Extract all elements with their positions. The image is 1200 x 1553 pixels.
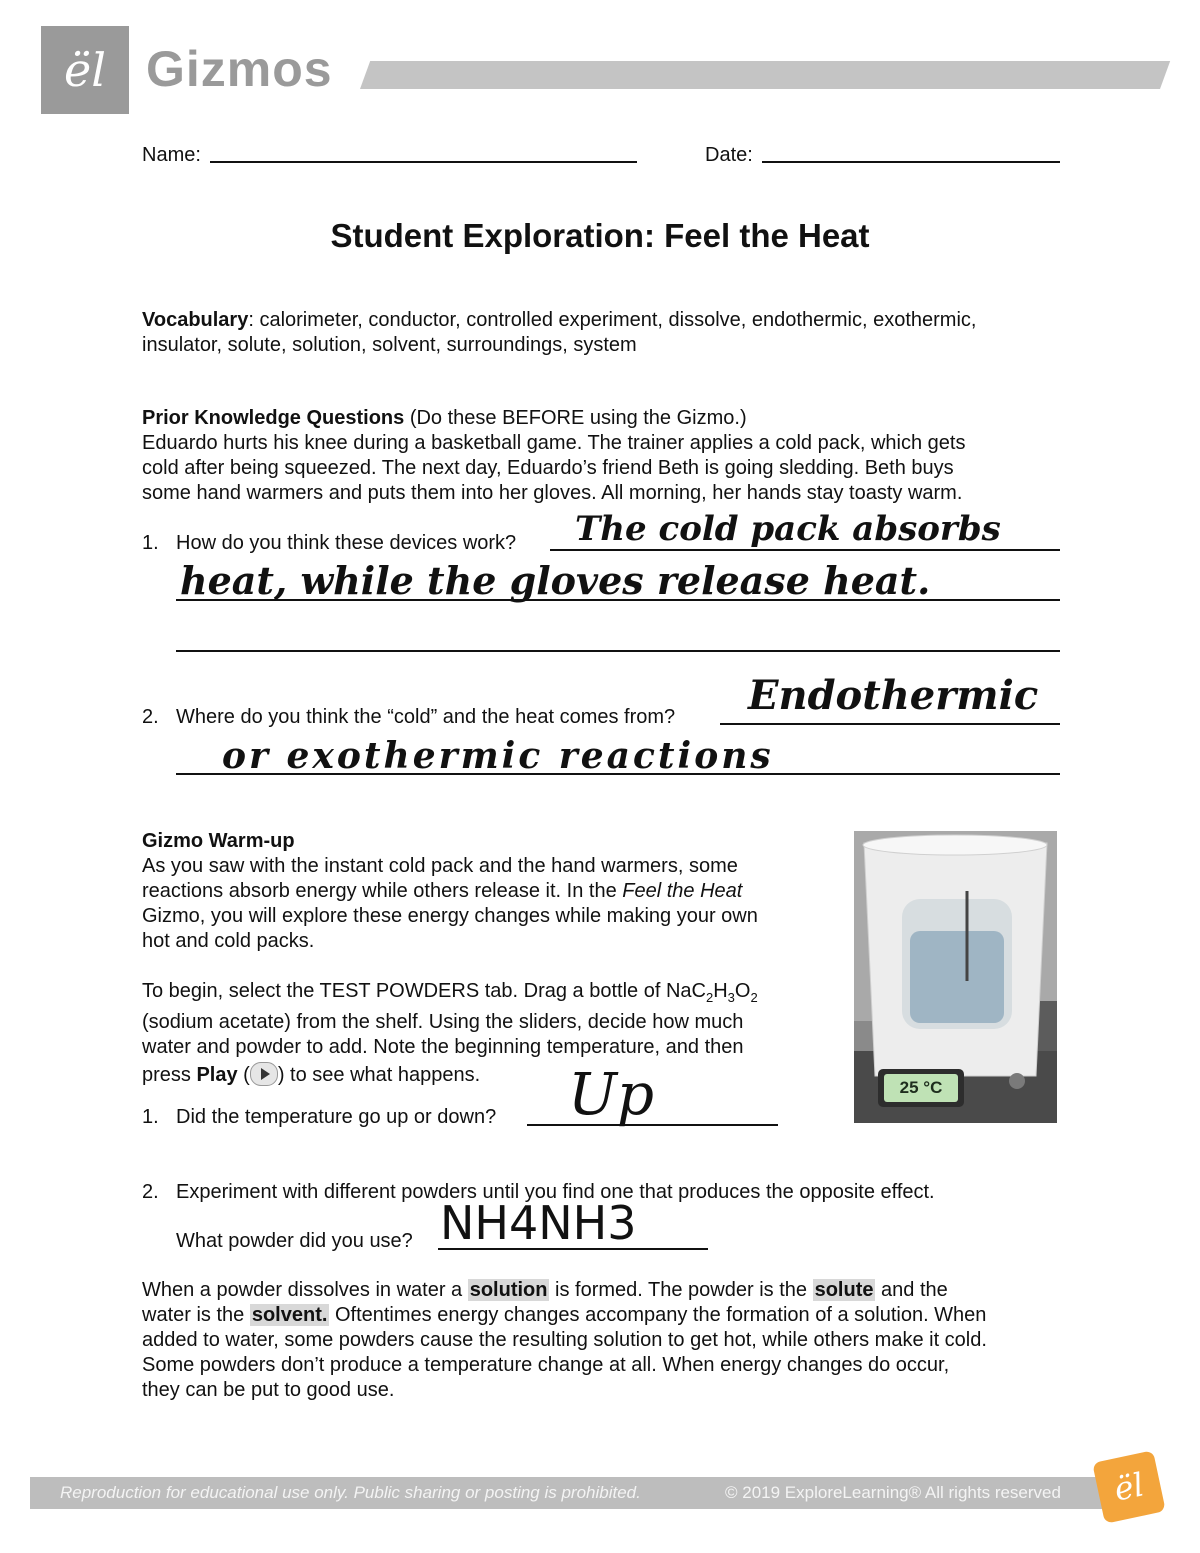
question-subtext: What powder did you use? [176, 1230, 413, 1252]
handwritten-answer: or exothermic reactions [222, 735, 774, 777]
explorelearning-footer-logo-icon: ël [1092, 1450, 1166, 1524]
closing-text: When a powder dissolves in water a [142, 1279, 468, 1301]
vocabulary-label: Vocabulary [142, 309, 249, 331]
warmup-line: reactions absorb energy while others release it. In the [142, 880, 623, 902]
handwritten-answer: Up [568, 1060, 655, 1128]
closing-text: and the [875, 1279, 948, 1301]
closing-line: Some powders don’t produce a temperature change at all. When energy changes do occur, [142, 1354, 950, 1376]
question-text: Experiment with different powders until you find one that produces the opposite effect. [176, 1181, 935, 1203]
term-solvent: solvent. [251, 1304, 328, 1326]
handwritten-answer: NH4NH3 [440, 1196, 637, 1250]
page-title: Student Exploration: Feel the Heat [330, 217, 870, 254]
term-solute: solute [814, 1279, 874, 1301]
question-number: 2. [142, 1181, 159, 1203]
question-text: How do you think these devices work? [176, 532, 517, 554]
handwritten-answer: The cold pack absorbs [575, 509, 1001, 549]
closing-paragraph [142, 1278, 1072, 1403]
prior-knowledge-line: Eduardo hurts his knee during a basketball game. The trainer applies a cold pack, which gets [142, 432, 966, 454]
warmup-line: hot and cold packs. [142, 930, 315, 952]
prior-knowledge-line: some hand warmers and puts them into her gloves. All morning, her hands stay toasty warm. [142, 482, 963, 504]
closing-text: water is the [142, 1304, 250, 1326]
handwritten-answer: Endothermic [748, 672, 1039, 719]
explorelearning-logo-icon: ël [64, 43, 106, 97]
prior-knowledge-note: (Do these BEFORE using the Gizmo.) [404, 407, 747, 429]
question-text: Where do you think the “cold” and the heat comes from? [176, 706, 676, 728]
warmup-line: As you saw with the instant cold pack and the hand warmers, some [142, 855, 738, 877]
question-text: Did the temperature go up or down? [176, 1106, 497, 1128]
warmup-heading: Gizmo Warm-up [142, 830, 295, 852]
brand-title: Gizmos [146, 41, 333, 97]
calorimeter-image [854, 831, 1057, 1123]
handwritten-answer: heat, while the gloves release heat. [180, 558, 931, 603]
formula-subscript: 2 [750, 990, 758, 1005]
vocabulary-text: : calorimeter, conductor, controlled experiment, dissolve, endothermic, exothermic, insulator, solute, solution, solvent, surroundings, system [142, 309, 977, 356]
closing-text: Oftentimes energy changes accompany the formation of a solution. When [329, 1304, 987, 1326]
date-field[interactable] [762, 161, 1060, 163]
formula-subscript: 2 [705, 990, 714, 1005]
closing-line: they can be put to good use. [142, 1379, 395, 1401]
question-number: 1. [142, 1106, 159, 1128]
closing-text: is formed. The powder is the [549, 1279, 813, 1301]
warmup-line: To begin, select the TEST POWDERS tab. Drag a bottle of NaC [142, 980, 706, 1002]
answer-line[interactable] [176, 650, 1060, 652]
formula-element: H [713, 980, 728, 1002]
warmup-block [142, 829, 832, 1088]
prior-knowledge-heading: Prior Knowledge Questions [142, 407, 405, 429]
play-button-icon [250, 1062, 278, 1086]
answer-line[interactable] [720, 723, 1060, 725]
header-bar [360, 61, 1170, 89]
formula-subscript: 3 [727, 990, 735, 1005]
term-solution: solution [469, 1279, 548, 1301]
answer-line[interactable] [550, 549, 1060, 551]
prior-knowledge-line: cold after being squeezed. The next day, Eduardo’s friend Beth is going sledding. Beth buys [142, 457, 954, 479]
vocabulary-paragraph [142, 308, 1062, 358]
closing-line: added to water, some powders cause the resulting solution to get hot, while others make it cold. [142, 1329, 987, 1351]
gizmo-name: Feel the Heat [622, 880, 743, 902]
play-label: Play [196, 1064, 238, 1086]
warmup-line: Gizmo, you will explore these energy changes while making your own [142, 905, 758, 927]
footer-copyright: © 2019 ExploreLearning® All rights reserved [725, 1483, 1061, 1502]
date-label: Date: [705, 144, 753, 166]
warmup-line: water and powder to add. Note the beginning temperature, and then [142, 1036, 744, 1058]
footer-disclaimer: Reproduction for educational use only. Public sharing or posting is prohibited. [60, 1483, 641, 1502]
question-number: 1. [142, 532, 159, 554]
play-after: ) to see what happens. [277, 1064, 481, 1086]
play-open: ( [237, 1064, 250, 1086]
question-number: 2. [142, 706, 159, 728]
prior-knowledge-block [142, 406, 1072, 506]
temperature-readout: 25 °C [899, 1078, 943, 1097]
name-label: Name: [142, 144, 201, 166]
warmup-line: (sodium acetate) from the shelf. Using the sliders, decide how much [142, 1011, 744, 1033]
name-field[interactable] [210, 161, 637, 163]
formula-element: O [734, 980, 751, 1002]
press-text: press [142, 1064, 197, 1086]
